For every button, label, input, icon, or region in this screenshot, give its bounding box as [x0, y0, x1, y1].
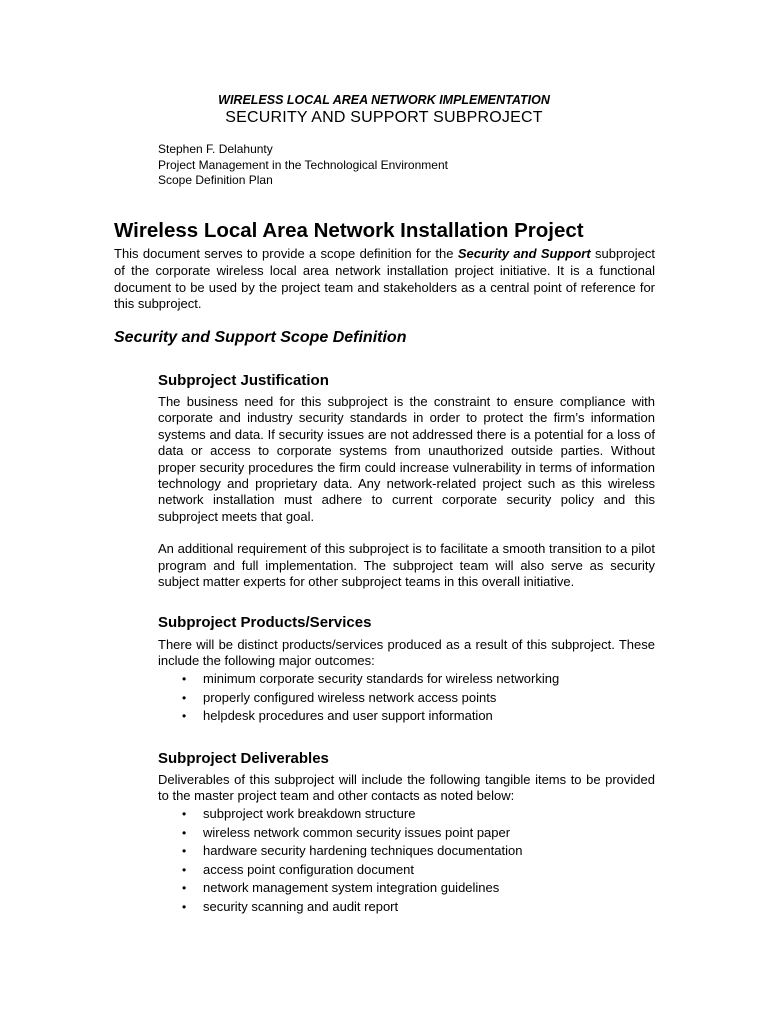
deliverables-list [158, 805, 655, 917]
products-heading: Subproject Products/Services [158, 614, 372, 631]
list-item: • helpdesk procedures and user support information [158, 707, 655, 726]
justification-paragraph-1: The business need for this subproject is the constraint to ensure compliance with corporate and industry security standards in order to protect the firm’s information systems and data. If security issues are not addressed there is a potential for a loss of data or access to corporate systems from unauthorized outside parties. Without proper security procedures the firm could increase vulnerability in terms of information technology and proprietary data. Any network-related project such as this wireless network installation must adhere to current corporate security policy and this subproject meets that goal. [158, 394, 655, 524]
document-title: Wireless Local Area Network Installation Project [114, 219, 584, 242]
bullet-icon: • [182, 844, 187, 859]
course-name: Project Management in the Technological Environment [158, 157, 448, 172]
section-title: Security and Support Scope Definition [114, 329, 407, 346]
deliverables-intro: Deliverables of this subproject will include the following tangible items to be provided to the master project team and other contacts as noted below: [158, 772, 655, 804]
list-item: • minimum corporate security standards for wireless networking [158, 670, 655, 689]
header-subtitle: WIRELESS LOCAL AREA NETWORK IMPLEMENTATION [218, 93, 550, 107]
justification-heading: Subproject Justification [158, 372, 329, 389]
intro-text-start: This document serves to provide a scope definition for the [114, 246, 458, 261]
deliverables-heading: Subproject Deliverables [158, 750, 329, 767]
author-name: Stephen F. Delahunty [158, 142, 273, 156]
justification-paragraph-2: An additional requirement of this subproject is to facilitate a smooth transition to a pilot program and full implementation. The subproject team will also serve as security subject matter experts for other subproject teams in this overall initiative. [158, 541, 655, 590]
list-item: • network management system integration guidelines [158, 879, 655, 898]
list-item: • security scanning and audit report [158, 898, 655, 917]
justification-body [158, 394, 655, 590]
bullet-icon: • [182, 690, 187, 705]
products-intro: There will be distinct products/services produced as a result of this subproject. These include the following major outcomes: [158, 637, 655, 669]
list-item: • subproject work breakdown structure [158, 805, 655, 824]
bullet-icon: • [182, 862, 187, 877]
header-title: SECURITY AND SUPPORT SUBPROJECT [225, 109, 543, 126]
bullet-icon: • [182, 672, 187, 686]
list-item: • access point configuration document [158, 861, 655, 880]
intro-text-end: subproject of the corporate wireless local area network installation project initiative. It is a functional document to be used by the project team and stakeholders as a central point of reference for this subproject. [114, 246, 655, 312]
bullet-icon: • [182, 709, 187, 724]
bullet-icon: • [182, 899, 187, 914]
list-item: • hardware security hardening techniques documentation [158, 842, 655, 861]
author-block [158, 142, 448, 189]
bullet-icon: • [182, 825, 187, 840]
bullet-icon: • [182, 881, 187, 896]
intro-paragraph [114, 246, 655, 313]
document-type: Scope Definition Plan [158, 173, 273, 187]
list-item: • properly configured wireless network access points [158, 689, 655, 708]
bullet-icon: • [182, 807, 187, 821]
list-item: • wireless network common security issues point paper [158, 824, 655, 843]
intro-emphasis: Security and Support [457, 246, 591, 261]
products-list [158, 670, 655, 726]
document-header [0, 92, 768, 128]
